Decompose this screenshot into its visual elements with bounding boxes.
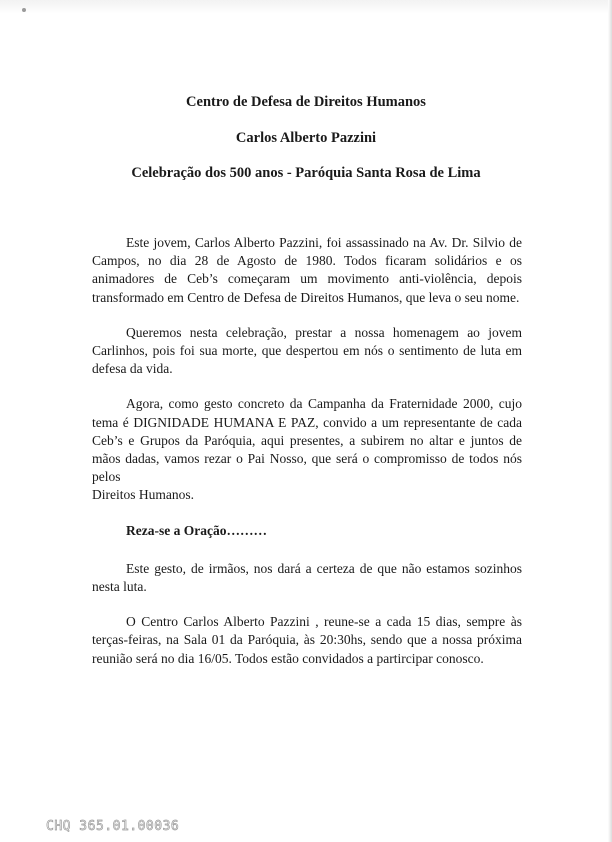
paragraph-history: Este jovem, Carlos Alberto Pazzini, foi assassinado na Av. Dr. Silvio de Campos, no dia 28 de Agosto de 1980. Todos ficaram solidários e os animadores de Ceb’s começaram um movimento anti-violência, depois transformado em Centro de Defesa de Direitos Humanos, que leva o seu nome.	[92, 235, 522, 305]
honoree-name: Carlos Alberto Pazzini	[235, 130, 377, 146]
paragraph-call-to-prayer	[92, 395, 522, 504]
organization-title: Centro de Defesa de Direitos Humanos	[186, 94, 426, 110]
scan-border-top	[0, 0, 612, 14]
prayer-instruction: Reza-se a Oração………	[126, 522, 267, 538]
scan-border-right	[608, 0, 612, 842]
archive-stamp: CHQ 365.01.00036	[46, 819, 180, 834]
paragraph-meeting-info: O Centro Carlos Alberto Pazzini , reune-se a cada 15 dias, sempre às terças-feiras, na Sala 01 da Paróquia, às 20:30hs, sendo que a nossa próxima reunião será no dia 16/05. Todos estão convidados a partircipar conosco.	[92, 614, 522, 666]
paragraph-call-to-prayer-tail: Direitos Humanos.	[92, 487, 194, 503]
paragraph-homage: Queremos nesta celebração, prestar a nossa homenagem ao jovem Carlinhos, pois foi sua morte, que despertou em nós o sentimento de luta em defesa da vida.	[92, 324, 522, 377]
scan-speck	[22, 8, 26, 12]
event-title: Celebração dos 500 anos - Paróquia Santa Rosa de Lima	[131, 165, 481, 181]
paragraph-solidarity: Este gesto, de irmãos, nos dará a certeza de que não estamos sozinhos nesta luta.	[92, 560, 522, 595]
paragraph-call-to-prayer-text: Agora, como gesto concreto da Campanha da Fraternidade 2000, cujo tema é DIGNIDADE HUMANA E PAZ, convido a um representante de cada Ceb’s e Grupos da Paróquia, aqui presentes, a subirem no altar e juntos de mãos dadas, vamos rezar o Pai Nosso, que será o compromisso de todos nós pelos	[92, 396, 522, 485]
document-body	[92, 234, 522, 685]
